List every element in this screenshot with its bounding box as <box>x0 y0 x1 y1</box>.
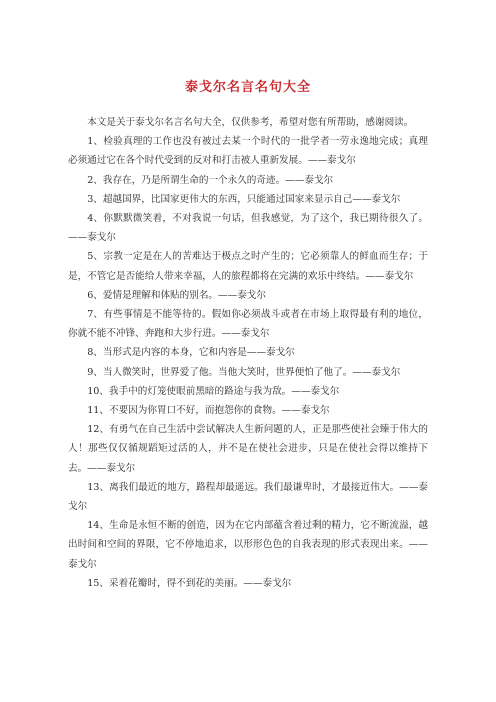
paragraph: 7、有些事情是不能等待的。假如你必须战斗或者在市场上取得最有利的地位，你就不能不冲锋、奔跑和大步行进。——泰戈尔 <box>68 309 428 340</box>
paragraph: 13、离我们最近的地方，路程却最遥远。我们最谦卑时，才最接近伟大。——泰戈尔 <box>68 481 428 513</box>
paragraph: 1、检验真理的工作也没有被过去某一个时代的一批学者一劳永逸地完成；真理必须通过它在各个时代受到的反对和打击被人重新发展。——泰戈尔 <box>68 136 428 167</box>
paragraph: 3、超越国界，比国家更伟大的东西，只能通过国家来显示自己——泰戈尔 <box>87 193 401 205</box>
paragraph: 本文是关于泰戈尔名言名句大全，仅供参考，希望对您有所帮助，感谢阅读。 <box>87 117 414 128</box>
paragraph: 9、当人微笑时，世界爱了他。当他大笑时，世界便怕了他了。——泰戈尔 <box>87 366 401 378</box>
document-title: 泰戈尔名言名句大全 <box>184 80 311 95</box>
paragraph: 15、采着花瓣时，得不到花的美丽。——泰戈尔 <box>87 577 292 589</box>
paragraph: 2、我存在，乃是所谓生命的一个永久的奇迹。——泰戈尔 <box>87 174 334 186</box>
paragraph: 4、你默默微笑着，不对我说一句话，但我感觉，为了这个，我已期待很久了。——泰戈尔 <box>68 213 428 244</box>
paragraph: 6、爱情是理解和体贴的别名。——泰戈尔 <box>87 289 266 301</box>
paragraph: 12、有勇气在自己生活中尝试解决人生新问题的人，正是那些使社会臻于伟大的人！那些仅仅循规蹈矩过活的人，并不是在使社会进步，只是在使社会得以维持下去。——泰戈尔 <box>68 424 428 474</box>
document-body <box>68 113 428 593</box>
paragraph: 8、当形式是内容的本身，它和内容是——泰戈尔 <box>87 347 295 359</box>
paragraph: 5、宗教一定是在人的苦难达于极点之时产生的；它必须靠人的鲜血而生存；于是，不管它是否能给人带来幸福，人的旅程都将在完满的欢乐中终结。——泰戈尔 <box>68 251 428 282</box>
paragraph: 10、我手中的灯笼使眼前黑暗的路途与我为敌。——泰戈尔 <box>87 385 340 397</box>
paragraph: 11、不要因为你胃口不好，而抱怨你的食物。——泰戈尔 <box>87 405 330 417</box>
paragraph: 14、生命是永恒不断的创造，因为在它内部蕴含着过剩的精力，它不断流溢，越出时间和空间的界限，它不停地追求，以形形色色的自我表现的形式表现出来。——泰戈尔 <box>68 520 428 570</box>
